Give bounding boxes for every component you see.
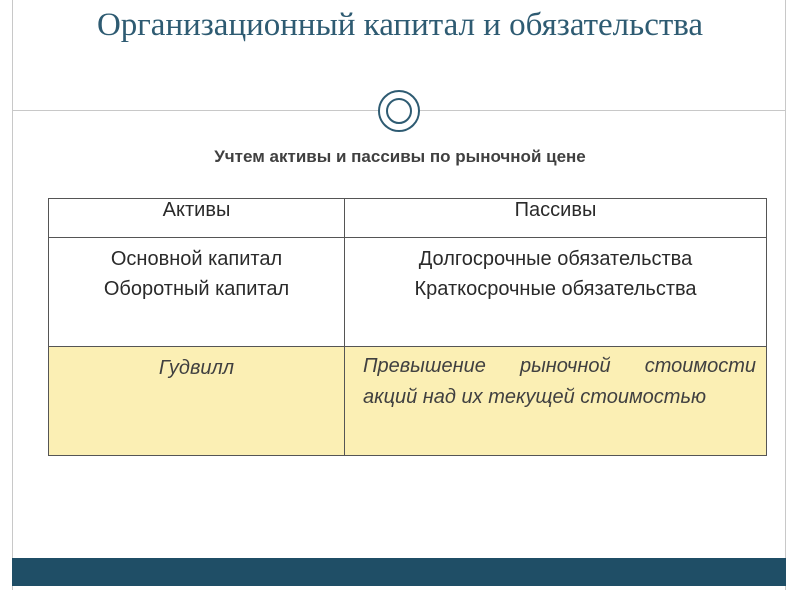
table-row <box>49 238 767 347</box>
table-header-row <box>49 199 767 238</box>
goodwill-description: Превышение рыночной стоимости акций над их текущей стоимостью <box>345 347 767 456</box>
goodwill-cell: Гудвилл <box>49 347 345 456</box>
balance-table <box>48 198 767 456</box>
liabilities-cell <box>345 238 767 347</box>
assets-cell <box>49 238 345 347</box>
header-assets: Активы <box>49 199 345 238</box>
liability-item: Краткосрочные обязательства <box>414 278 697 300</box>
asset-item: Основной капитал <box>110 248 283 270</box>
header-liabilities: Пассивы <box>345 199 767 238</box>
circle-ornament-icon <box>378 90 420 132</box>
bottom-bar <box>12 558 786 586</box>
circle-ornament-inner <box>386 98 412 124</box>
slide-title: Организационный капитал и обязательства <box>96 7 704 43</box>
slide-subtitle: Учтем активы и пассивы по рыночной цене <box>214 147 586 166</box>
liability-item: Долгосрочные обязательства <box>418 248 693 270</box>
highlight-row <box>49 347 767 456</box>
asset-item: Оборотный капитал <box>103 278 290 300</box>
